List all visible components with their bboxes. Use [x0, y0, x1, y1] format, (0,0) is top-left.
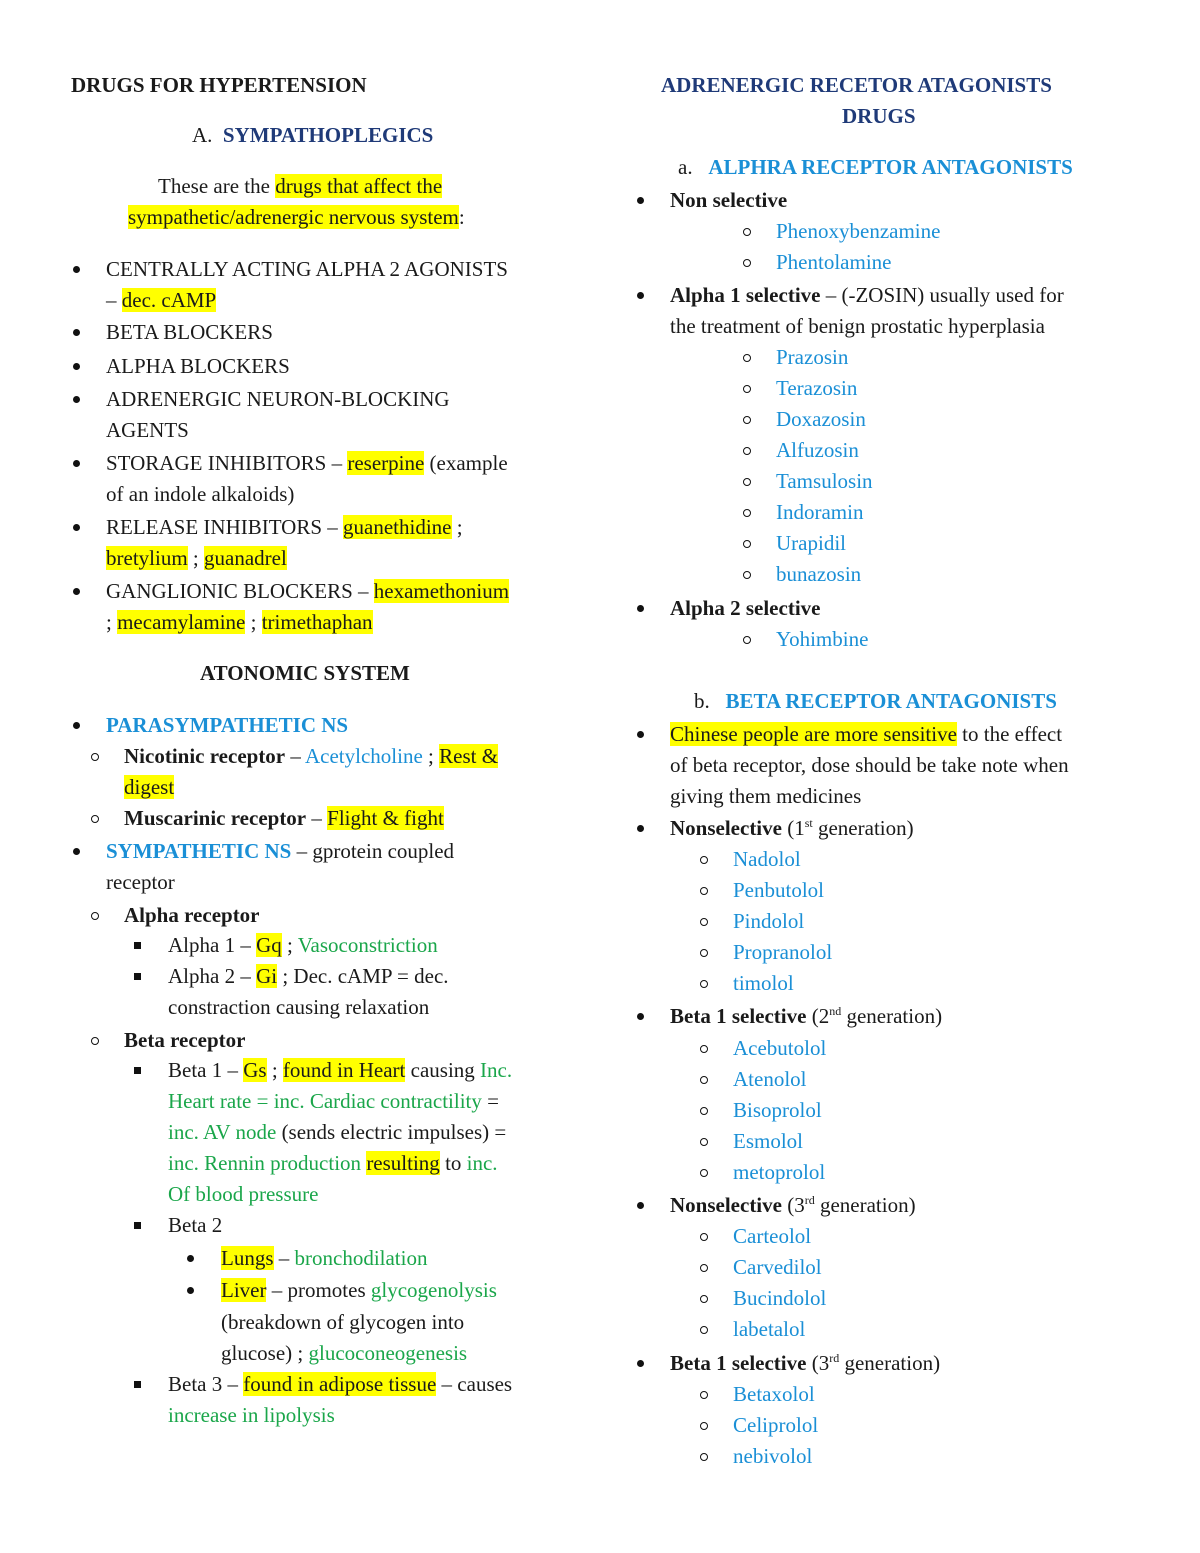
circle-bullet-icon: [700, 1391, 708, 1399]
beta1-selective-3rd-line: Beta 1 selective (3rd generation): [670, 1351, 941, 1375]
circle-bullet-icon: [743, 354, 751, 362]
liver-line-2: (breakdown of glycogen into: [221, 1310, 465, 1334]
muscarinic-line: Muscarinic receptor – Flight & fight: [124, 806, 444, 830]
circle-bullet-icon: [700, 1169, 708, 1177]
circle-bullet-icon: [700, 1264, 708, 1272]
beta3-line: Beta 3 – found in adipose tissue – causes: [168, 1372, 513, 1396]
circle-bullet-icon: [743, 571, 751, 579]
alpha2-line: Alpha 2 – Gi ; Dec. cAMP = dec.: [168, 964, 449, 988]
intro-line-1: These are the drugs that affect the: [158, 174, 443, 198]
circle-bullet-icon: [91, 1037, 99, 1045]
bullet-icon: [73, 524, 80, 531]
beta1-line-5: Of blood pressure: [168, 1182, 319, 1206]
nonselective-alpha: Non selective: [670, 188, 788, 212]
circle-bullet-icon: [743, 509, 751, 517]
drug-item: Nadolol: [733, 847, 801, 871]
bullet-icon: [73, 588, 80, 595]
chinese-note-line-2: of beta receptor, dose should be take note when: [670, 753, 1069, 777]
bullet-icon: [73, 329, 80, 336]
circle-bullet-icon: [743, 478, 751, 486]
drug-item: Tamsulosin: [776, 469, 873, 493]
drug-item: bunazosin: [776, 562, 862, 586]
square-bullet-icon: [134, 1067, 141, 1074]
bullet-icon: [637, 1360, 644, 1367]
beta1-line-2: Heart rate = inc. Cardiac contractility =: [168, 1089, 499, 1113]
beta3-line-2: increase in lipolysis: [168, 1403, 335, 1427]
circle-bullet-icon: [700, 949, 708, 957]
bullet-icon: [637, 1202, 644, 1209]
beta-antagonists-heading: b. BETA RECEPTOR ANTAGONISTS: [694, 689, 1057, 713]
bullet-icon: [637, 292, 644, 299]
nicotinic-line-cont: digest: [124, 775, 175, 799]
square-bullet-icon: [134, 1381, 141, 1388]
bullet-icon: [637, 605, 644, 612]
bullet-icon: [187, 1287, 194, 1294]
bullet-icon: [73, 363, 80, 370]
circle-bullet-icon: [700, 1233, 708, 1241]
square-bullet-icon: [134, 1222, 141, 1229]
list-item: STORAGE INHIBITORS – reserpine (example: [106, 451, 508, 475]
bullet-icon: [637, 197, 644, 204]
alpha1-selective-line: Alpha 1 selective – (-ZOSIN) usually used for: [670, 283, 1064, 307]
drug-item: Terazosin: [776, 376, 858, 400]
liver-line: Liver – promotes glycogenolysis: [221, 1278, 497, 1302]
list-item-cont: – dec. cAMP: [106, 288, 217, 312]
circle-bullet-icon: [700, 856, 708, 864]
drug-item: Pindolol: [733, 909, 805, 933]
circle-bullet-icon: [700, 1326, 708, 1334]
circle-bullet-icon: [91, 753, 99, 761]
list-item: ALPHA BLOCKERS: [106, 354, 290, 378]
circle-bullet-icon: [700, 1138, 708, 1146]
drug-item: Indoramin: [776, 500, 864, 524]
nonselective-3rd-line: Nonselective (3rd generation): [670, 1193, 916, 1217]
drug-item: Bisoprolol: [733, 1098, 822, 1122]
drug-item: nebivolol: [733, 1444, 813, 1468]
bullet-icon: [73, 396, 80, 403]
drug-item: Alfuzosin: [776, 438, 859, 462]
drug-item: metoprolol: [733, 1160, 826, 1184]
circle-bullet-icon: [700, 918, 708, 926]
document-title: DRUGS FOR HYPERTENSION: [71, 73, 367, 97]
section-title: SYMPATHOPLEGICS: [222, 123, 434, 147]
drug-item: Betaxolol: [733, 1382, 815, 1406]
bullet-icon: [637, 1013, 644, 1020]
list-item-cont: ; mecamylamine ; trimethaphan: [106, 610, 373, 634]
circle-bullet-icon: [743, 416, 751, 424]
drug-item: Doxazosin: [776, 407, 866, 431]
alpha1-line: Alpha 1 – Gq ; Vasoconstriction: [168, 933, 438, 957]
circle-bullet-icon: [91, 912, 99, 920]
bullet-icon: [637, 825, 644, 832]
parasympathetic-heading: PARASYMPATHETIC NS: [106, 713, 349, 737]
liver-line-3: glucose) ; glucoconeogenesis: [221, 1341, 468, 1365]
right-title-line-2: DRUGS: [842, 104, 916, 128]
bullet-icon: [73, 266, 80, 273]
beta1-line-3: inc. AV node (sends electric impulses) =: [168, 1120, 507, 1144]
circle-bullet-icon: [700, 1422, 708, 1430]
section-letter: A.: [192, 123, 213, 147]
list-item: ADRENERGIC NEURON-BLOCKING: [106, 387, 450, 411]
beta1-line: Beta 1 – Gs ; found in Heart causing Inc.: [168, 1058, 513, 1082]
drug-item: Penbutolol: [733, 878, 825, 902]
list-item-cont: AGENTS: [106, 418, 189, 442]
alpha-receptor-heading: Alpha receptor: [124, 903, 260, 927]
circle-bullet-icon: [743, 447, 751, 455]
drug-item: Carvedilol: [733, 1255, 822, 1279]
alpha2-selective-line: Alpha 2 selective: [670, 596, 821, 620]
drug-item: Phenoxybenzamine: [776, 219, 941, 243]
sympathetic-line-cont: receptor: [106, 870, 175, 894]
circle-bullet-icon: [743, 540, 751, 548]
drug-item: Carteolol: [733, 1224, 812, 1248]
list-item: RELEASE INHIBITORS – guanethidine ;: [106, 515, 463, 539]
list-item: GANGLIONIC BLOCKERS – hexamethonium: [106, 579, 510, 603]
circle-bullet-icon: [700, 980, 708, 988]
section-a-heading: [192, 120, 433, 151]
drug-item: Phentolamine: [776, 250, 892, 274]
drug-item: Prazosin: [776, 345, 849, 369]
drug-item: Propranolol: [733, 940, 833, 964]
drug-item: Esmolol: [733, 1129, 804, 1153]
square-bullet-icon: [134, 973, 141, 980]
nonselective-1st-line: Nonselective (1st generation): [670, 816, 914, 840]
drug-item: Urapidil: [776, 531, 846, 555]
beta1-selective-2nd-line: Beta 1 selective (2nd generation): [670, 1004, 943, 1028]
alpha-antagonists-heading: a. ALPHRA RECEPTOR ANTAGONISTS: [678, 155, 1073, 179]
alpha2-line-cont: constraction causing relaxation: [168, 995, 430, 1019]
circle-bullet-icon: [700, 1453, 708, 1461]
chinese-note-line: Chinese people are more sensitive to the effect: [670, 722, 1063, 746]
bullet-icon: [73, 460, 80, 467]
lungs-line: Lungs – bronchodilation: [221, 1246, 428, 1270]
bullet-icon: [73, 848, 80, 855]
square-bullet-icon: [134, 942, 141, 949]
drug-item: labetalol: [733, 1317, 806, 1341]
list-item: CENTRALLY ACTING ALPHA 2 AGONISTS: [106, 257, 508, 281]
drug-item: Atenolol: [733, 1067, 807, 1091]
right-title-line-1: ADRENERGIC RECETOR ATAGONISTS: [661, 73, 1052, 97]
list-item-cont: of an indole alkaloids): [106, 482, 295, 506]
circle-bullet-icon: [743, 385, 751, 393]
beta1-line-4: inc. Rennin production resulting to inc.: [168, 1151, 498, 1175]
drug-item: timolol: [733, 971, 794, 995]
drug-item: Yohimbine: [776, 627, 869, 651]
intro-line-2: sympathetic/adrenergic nervous system:: [128, 205, 465, 229]
sympathetic-line: SYMPATHETIC NS – gprotein coupled: [106, 839, 455, 863]
bullet-icon: [73, 722, 80, 729]
list-item: BETA BLOCKERS: [106, 320, 273, 344]
circle-bullet-icon: [91, 815, 99, 823]
drug-item: Bucindolol: [733, 1286, 827, 1310]
circle-bullet-icon: [700, 887, 708, 895]
circle-bullet-icon: [743, 636, 751, 644]
drug-item: Acebutolol: [733, 1036, 827, 1060]
alpha1-selective-line-2: the treatment of benign prostatic hyperplasia: [670, 314, 1045, 338]
circle-bullet-icon: [700, 1107, 708, 1115]
circle-bullet-icon: [700, 1045, 708, 1053]
circle-bullet-icon: [743, 259, 751, 267]
chinese-note-line-3: giving them medicines: [670, 784, 862, 808]
bullet-icon: [187, 1255, 194, 1262]
autonomic-heading: ATONOMIC SYSTEM: [200, 661, 410, 685]
circle-bullet-icon: [700, 1295, 708, 1303]
drug-item: Celiprolol: [733, 1413, 819, 1437]
beta2-line: Beta 2: [168, 1213, 223, 1237]
circle-bullet-icon: [743, 228, 751, 236]
circle-bullet-icon: [700, 1076, 708, 1084]
bullet-icon: [637, 731, 644, 738]
list-item-cont: bretylium ; guanadrel: [106, 546, 287, 570]
nicotinic-line: Nicotinic receptor – Acetylcholine ; Rest &: [124, 744, 499, 768]
beta-receptor-heading: Beta receptor: [124, 1028, 246, 1052]
